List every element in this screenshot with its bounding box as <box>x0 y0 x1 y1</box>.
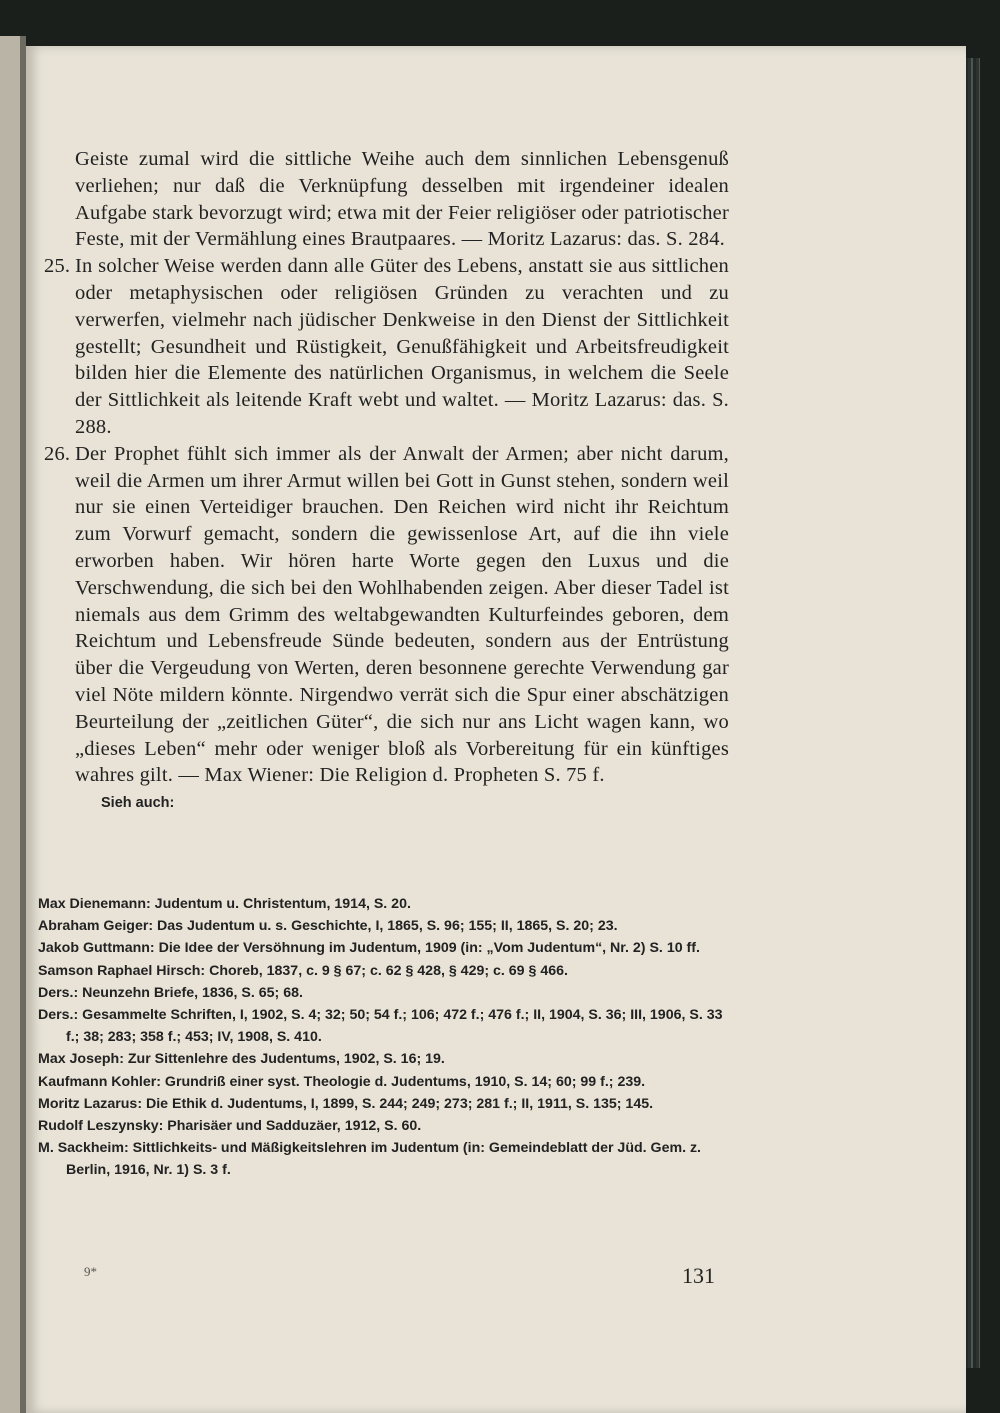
numbered-item-25 <box>44 253 729 441</box>
reference-item: Kaufmann Kohler: Grundriß einer syst. Theologie d. Judentums, 1910, S. 14; 60; 99 f.; 239. <box>38 1073 646 1090</box>
item-text: In solcher Weise werden dann alle Güter des Lebens, anstatt sie aus sittlichen oder metaphysischen oder religiösen Gründen zu verachten und zu verwerfen, vielmehr nach jüdischer Denkweise in den Dienst der Sittlichkeit gestellt; Gesundheit und Rüstigkeit, Genußfähigkeit und Arbeitsfreudigkeit bilden hier die Elemente des natürlichen Organismus, in welchem die Seele der Sittlichkeit als leitende Kraft webt und waltet. — Moritz Lazarus: das. S. 288. <box>75 255 729 438</box>
reference-item: Ders.: Gesammelte Schriften, I, 1902, S. 4; 32; 50; 54 f.; 106; 472 f.; 476 f.; II, 1904, S. 36; III, 1906, S. 33 f.; 38; 283; 358 f.; 453; IV, 1908, S. 410. <box>38 1007 723 1046</box>
reference-item: Samson Raphael Hirsch: Choreb, 1837, c. 9 § 67; c. 62 § 428, § 429; c. 69 § 466. <box>38 962 568 979</box>
continuation-paragraph: Geiste zumal wird die sittliche Weihe auch dem sinnlichen Lebensgenuß verliehen; nur daß die Verknüpfung desselben mit irgendeiner idealen Aufgabe stark bevorzugt wird; etwa mit der Feier religiöser oder patriotischer Feste, mit der Vermählung eines Brautpaares. — Moritz Lazarus: das. S. 284. <box>75 148 729 251</box>
item-text: Der Prophet fühlt sich immer als der Anwalt der Armen; aber nicht darum, weil die Armen um ihrer Armut willen bei Gott in Gunst stehen, sondern weil nur sie einen Verteidiger brauchen. Den Reichen wird nicht ihr Reichtum zum Vorwurf gemacht, sondern die gewissenlose Art, auf die ihn viele erworben haben. Wir hören harte Worte gegen den Luxus und die Verschwendung, die sich bei den Wohlhabenden zeigen. Aber dieser Tadel ist niemals aus dem Grimm des weltabgewandten Kulturfeindes geboren, dem Reichtum und Lebensfreude Sünde bedeuten, sondern aus der Entrüstung über die Vergeudung von Werten, deren besonnene gerechte Verwendung gar viel Nöte mildern könnte. Nirgendwo verrät sich die Spur einer abschätzigen Beurteilung der „zeitlichen Güter“, die sich nur ans Licht wagen kann, wo „dieses Leben“ mehr oder weniger bloß als Vorbereitung für ein künftiges wahres gilt. — Max Wiener: Die Religion d. Propheten S. 75 f. <box>75 442 729 787</box>
reference-item: Rudolf Leszynsky: Pharisäer und Sadduzäer, 1912, S. 60. <box>38 1118 422 1135</box>
see-also-label: Sieh auch: <box>101 795 175 812</box>
reference-item: Max Joseph: Zur Sittenlehre des Judentums, 1902, S. 16; 19. <box>38 1051 445 1068</box>
reference-list <box>38 893 724 1182</box>
item-number: 26. <box>44 442 71 465</box>
reference-item: Jakob Guttmann: Die Idee der Versöhnung im Judentum, 1909 (in: „Vom Judentum“, Nr. 2) S. 10 ff. <box>38 940 700 957</box>
reference-item: Ders.: Neunzehn Briefe, 1836, S. 65; 68. <box>38 984 303 1001</box>
reference-item: Moritz Lazarus: Die Ethik d. Judentums, I, 1899, S. 244; 249; 273; 281 f.; II, 1911, S. 135; 145. <box>38 1095 654 1112</box>
reference-item: M. Sackheim: Sittlichkeits- und Mäßigkeitslehren im Judentum (in: Gemeindeblatt der Jüd. Gem. z. Berlin, 1916, Nr. 1) S. 3 f. <box>38 1140 701 1179</box>
signature-mark: 9* <box>84 1264 97 1279</box>
numbered-item-26 <box>44 441 729 789</box>
main-text <box>44 146 729 815</box>
item-number: 25. <box>44 255 71 278</box>
page-number: 131 <box>682 1263 715 1288</box>
reference-item: Abraham Geiger: Das Judentum u. s. Geschichte, I, 1865, S. 96; 155; II, 1865, S. 20; 23. <box>38 918 618 935</box>
reference-item: Max Dienemann: Judentum u. Christentum, 1914, S. 20. <box>38 896 411 912</box>
book-cover-left <box>0 36 20 1413</box>
